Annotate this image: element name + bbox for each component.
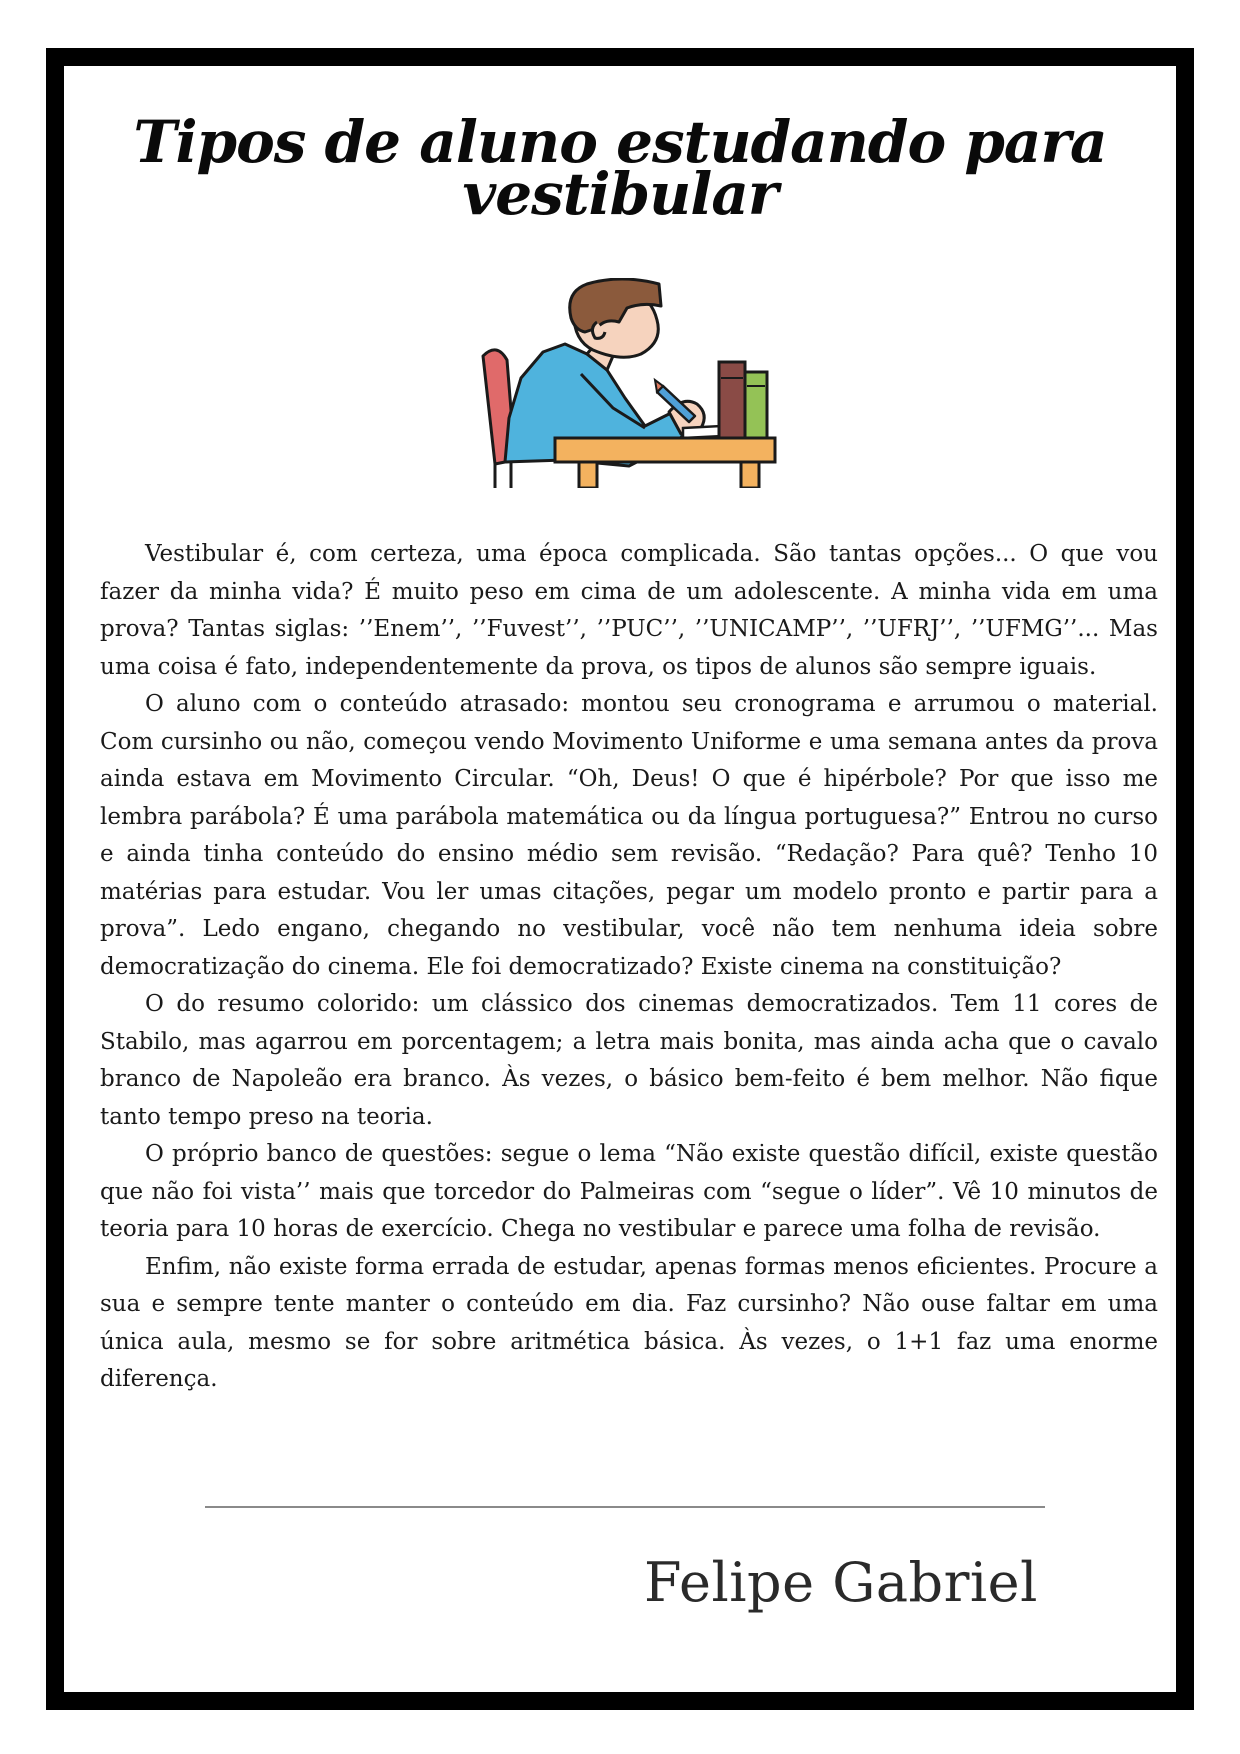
paragraph-1: Vestibular é, com certeza, uma época complicada. São tantas opções... O que vou fazer da minha vida? É muito peso em cima de um adolescente. A minha vida em uma prova? Tantas siglas: ’’Enem’’, ’’Fuvest’’, ’’PUC’’, ’’UNICAMP’’, ’’UFRJ’’, ’’UFMG’’... Mas uma coisa é fato, independentemente da prova, os tipos de alunos são sempre iguais. (100, 541, 1158, 680)
article-body (100, 536, 1158, 1399)
signature-line (205, 1506, 1045, 1508)
student-studying-icon (469, 278, 809, 488)
page-frame (46, 48, 1194, 1710)
page-title (64, 108, 1176, 228)
title-line-2: vestibular (462, 160, 778, 228)
title-line-1: Tipos de aluno estudando para (133, 108, 1107, 176)
paragraph-2: O aluno com o conteúdo atrasado: montou seu cronograma e arrumou o material. Com cursinho ou não, começou vendo Movimento Uniforme e uma semana antes da prova ainda estava em Movimento Circular. “Oh, Deus! O que é hipérbole? Por que isso me lembra parábola? É uma parábola matemática ou da língua portuguesa?” Entrou no curso e ainda tinha conteúdo do ensino médio sem revisão. “Redação? Para quê? Tenho 10 matérias para estudar. Vou ler umas citações, pegar um modelo pronto e partir para a prova”. Ledo engano, chegando no vestibular, você não tem nenhuma ideia sobre democratização do cinema. Ele foi democratizado? Existe cinema na constituição? (100, 691, 1158, 980)
paragraph-5: Enfim, não existe forma errada de estudar, apenas formas menos eficientes. Procure a sua e sempre tente manter o conteúdo em dia. Faz cursinho? Não ouse faltar em uma única aula, mesmo se for sobre aritmética básica. Às vezes, o 1+1 faz uma enorme diferença. (100, 1253, 1158, 1392)
paragraph-4: O próprio banco de questões: segue o lema “Não existe questão difícil, existe questão que não foi vista’’ mais que torcedor do Palmeiras com “segue o líder”. Vê 10 minutos de teoria para 10 horas de exercício. Chega no vestibular e parece uma folha de revisão. (100, 1141, 1158, 1242)
paragraph-3: O do resumo colorido: um clássico dos cinemas democratizados. Tem 11 cores de Stabilo, mas agarrou em porcentagem; a letra mais bonita, mas ainda acha que o cavalo branco de Napoleão era branco. Às vezes, o básico bem-feito é bem melhor. Não fique tanto tempo preso na teoria. (100, 991, 1158, 1130)
signature-name: Felipe Gabriel (644, 1551, 1038, 1614)
